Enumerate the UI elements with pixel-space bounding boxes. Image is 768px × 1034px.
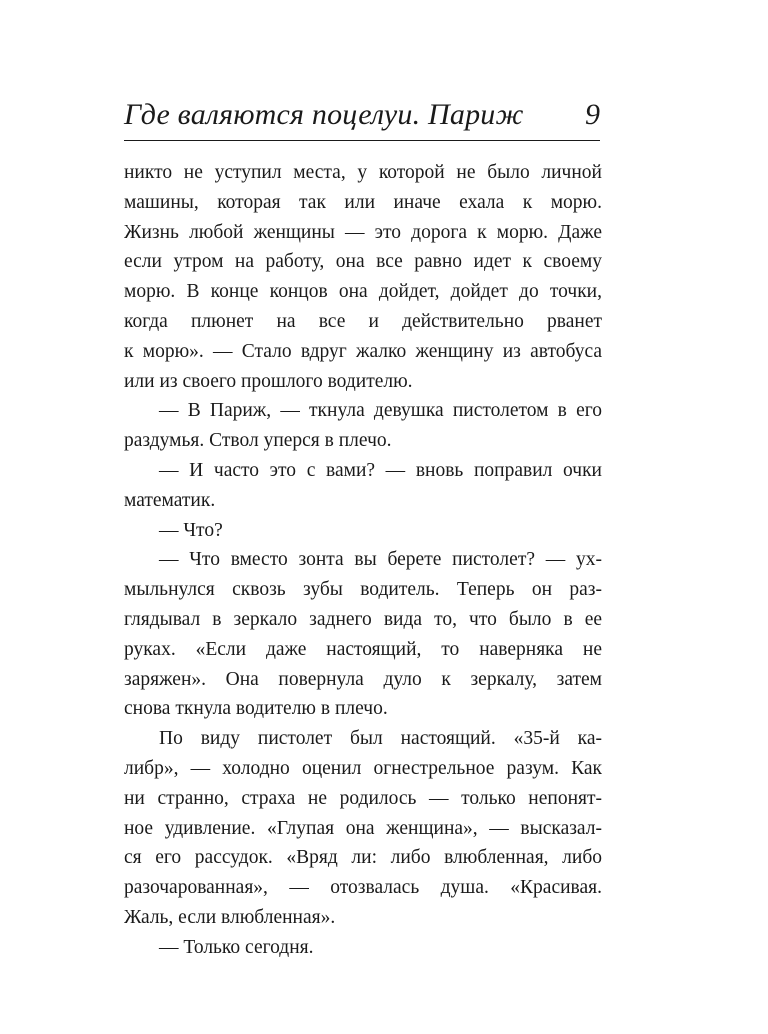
text-line: математик. [124, 489, 216, 511]
text-line: По виду пистолет был настоящий. «35-й ка- [159, 728, 602, 750]
text-line: глядывал в зеркало заднего вида то, что было в ее [124, 608, 602, 630]
text-line: — Только сегодня. [159, 936, 314, 958]
body-text [124, 158, 602, 963]
text-line: Жаль, если влюбленная». [124, 906, 336, 928]
text-line: к морю». — Стало вдруг жалко женщину из автобуса [124, 340, 602, 362]
text-line: когда плюнет на все и действительно рванет [124, 310, 602, 332]
text-line: мыльнулся сквозь зубы водитель. Теперь он раз- [124, 579, 602, 601]
page-number: 9 [585, 98, 600, 131]
text-line: снова ткнула водителю в плечо. [124, 698, 388, 720]
text-line: — В Париж, — ткнула девушка пистолетом в его [159, 400, 602, 422]
text-line: никто не уступил места, у которой не было личной [124, 162, 602, 183]
text-line: разочарованная», — отозвалась душа. «Красивая. [124, 877, 602, 899]
text-line: машины, которая так или иначе ехала к морю. [124, 191, 602, 213]
text-line: или из своего прошлого водителю. [124, 370, 413, 392]
running-head [124, 96, 600, 136]
text-line: ни странно, страха не родилось — только непонят- [124, 787, 602, 809]
text-line: раздумья. Ствол уперся в плечо. [124, 430, 392, 452]
text-line: ся его рассудок. «Вряд ли: либо влюбленная, либо [124, 847, 602, 869]
text-line: заряжен». Она повернула дуло к зеркалу, затем [124, 668, 602, 690]
text-line: Жизнь любой женщины — это дорога к морю. Даже [124, 221, 602, 243]
text-line: — И часто это с вами? — вновь поправил очки [159, 459, 602, 481]
text-line: руках. «Если даже настоящий, то наверняка не [124, 638, 602, 660]
text-line: если утром на работу, она все равно идет к своему [124, 251, 602, 273]
running-title: Где валяются поцелуи. Париж [124, 98, 524, 131]
text-line: морю. В конце концов она дойдет, дойдет до точки, [124, 281, 602, 303]
text-line: ное удивление. «Глупая она женщина», — высказал- [124, 817, 602, 839]
text-line: — Что? [159, 519, 223, 541]
text-line: либр», — холодно оценил огнестрельное разум. Как [124, 757, 602, 779]
header-rule [124, 140, 600, 141]
text-line: — Что вместо зонта вы берете пистолет? — ух- [159, 549, 602, 571]
